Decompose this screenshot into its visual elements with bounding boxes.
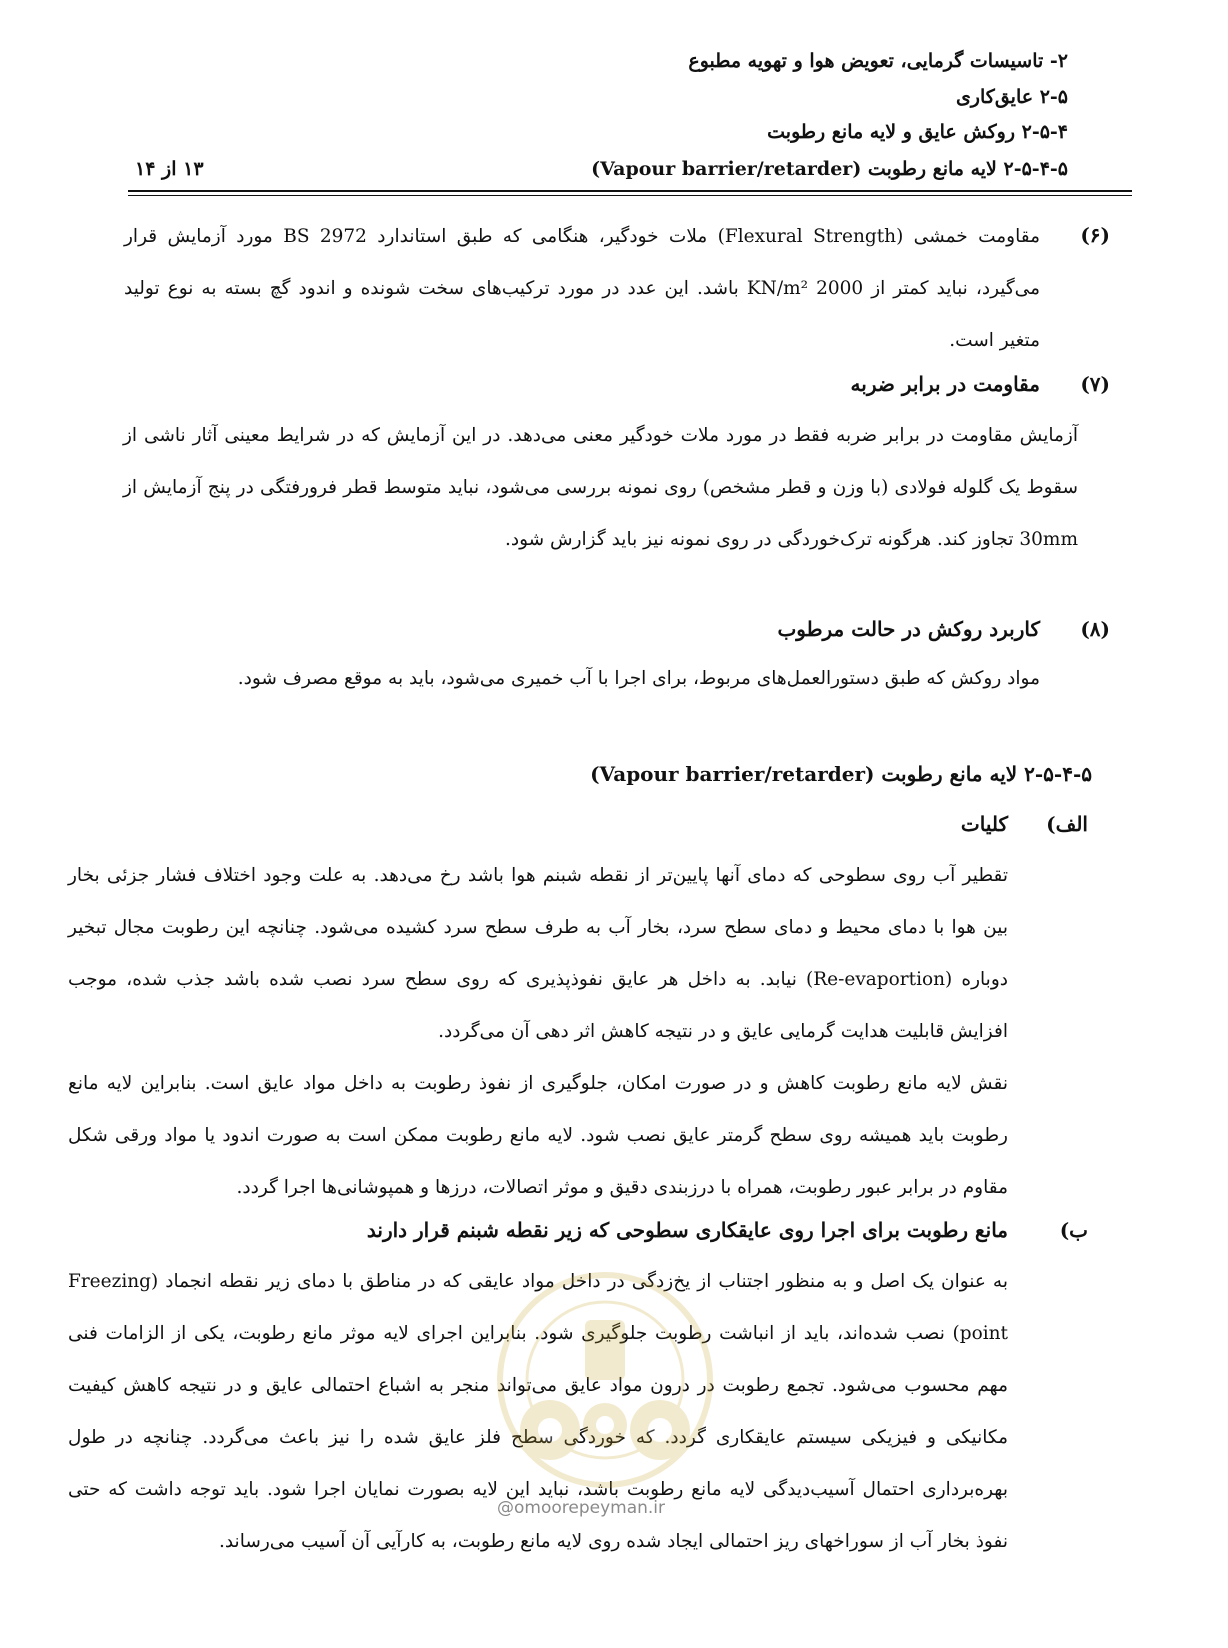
header-rule-thin (128, 195, 1132, 196)
item-6-number: (۶) (1080, 223, 1110, 247)
item-7-number: (۷) (1080, 372, 1110, 396)
header-rule-thick (128, 190, 1132, 192)
header-line-4: ۲-۵-۴-۵ لایه مانع رطوبت (Vapour barrier/retarder) (591, 158, 1068, 180)
be-label: ب) (1059, 1218, 1088, 1242)
be-title: مانع رطوبت برای اجرا روی عایقکاری سطوحی که زیر نقطه شبنم قرار دارند (366, 1218, 1008, 1242)
alef-title: کلیات (960, 812, 1008, 836)
item-8-title: کاربرد روکش در حالت مرطوب (777, 617, 1040, 641)
watermark-url: @omoorepeyman.ir (497, 1498, 666, 1518)
header-line-1: ۲- تاسیسات گرمایی، تعویض هوا و تهویه مطبوع (688, 50, 1068, 72)
header-line-2: ۲-۵ عایق‌کاری (955, 86, 1068, 108)
item-8-text: مواد روکش که طبق دستورالعمل‌های مربوط، برای اجرا با آب خمیری می‌شود، باید به موقع مصرف شود. (237, 668, 1040, 689)
item-7-title: مقاومت در برابر ضربه (850, 372, 1040, 396)
be-paragraph: به عنوان یک اصل و به منظور اجتناب از یخ‌زدگی در داخل مواد عایقی که در مناطق با دمای زیر نقطه انجماد (Freezing point) نصب شده‌اند، باید از انباشت رطوبت جلوگیری شود. بنابراین اجرای لایه موثر مانع رطوبت، یکی از الزامات فنی مهم محسوب می‌شود. تجمع رطوبت در درون مواد عایق می‌تواند منجر به اشباع احتمالی عایق و در نتیجه کاهش کیفیت مکانیکی و فیزیکی سیستم عایقکاری گردد. که خوردگی سطح فلز عایق شده را نیز باعث می‌گردد. چنانچه در طول بهره‌برداری احتمال آسیب‌دیدگی لایه مانع رطوبت باشد، نباید این لایه بصورت نمایان اجرا شود. باید توجه داشت که حتی نفوذ بخار آب از سوراخهای ریز احتمالی ایجاد شده روی لایه مانع رطوبت، به کارآیی آن آسیب می‌رساند. (68, 1271, 1008, 1552)
alef-paragraph-1: تقطیر آب روی سطوحی که دمای آنها پایین‌تر از نقطه شبنم هوا باشد رخ می‌دهد. به علت وجود اختلاف فشار جزئی بخار بین هوا با دمای محیط و دمای سطح سرد، بخار آب به طرف سطح سرد کشیده می‌شود. چنانچه این رطوبت مجال تبخیر دوباره (Re-evaportion) نیابد. به داخل هر عایق نفوذپذیری که روی سطح سرد نصب شده باشد جذب شده، موجب افزایش قابلیت هدایت گرمایی عایق و در نتیجه کاهش اثر دهی آن می‌گردد. (68, 865, 1008, 1042)
alef-label: الف) (1046, 812, 1088, 836)
section-title: ۲-۵-۴-۵ لایه مانع رطوبت (Vapour barrier/retarder) (590, 762, 1092, 786)
item-8-number: (۸) (1080, 617, 1110, 641)
header-line-3: ۲-۵-۴ روکش عایق و لایه مانع رطوبت (767, 121, 1068, 143)
item-6-text: مقاومت خمشی (Flexural Strength) ملات خودگیر، هنگامی که طبق استاندارد BS 2972 مورد آزمایش قرار می‌گیرد، نباید کمتر از 2000 KN/m² باشد. این عدد در مورد ترکیب‌های سخت شونده و اندود گچ بسته به نوع تولید متغیر است. (124, 226, 1041, 351)
page-number: ۱۳ از ۱۴ (135, 158, 204, 180)
alef-paragraph-2: نقش لایه مانع رطوبت کاهش و در صورت امکان، جلوگیری از نفوذ رطوبت به داخل مواد عایق است. بنابراین لایه مانع رطوبت باید همیشه روی سطح گرمتر عایق نصب شود. لایه مانع رطوبت ممکن است به صورت اندود یا مواد ورقی شکل مقاوم در برابر عبور رطوبت، همراه با درزبندی دقیق و موثر اتصالات، درزها و همپوشانی‌ها اجرا گردد. (68, 1073, 1008, 1198)
item-7-text: آزمایش مقاومت در برابر ضربه فقط در مورد ملات خودگیر معنی می‌دهد. در این آزمایش که در شرایط معینی آثار ناشی از سقوط یک گلوله فولادی (با وزن و قطر مشخص) روی نمونه بررسی می‌شود، نباید متوسط قطر فرورفتگی در پنج آزمایش از 30mm تجاوز کند. هرگونه ترک‌خوردگی در روی نمونه نیز باید گزارش شود. (123, 425, 1078, 550)
